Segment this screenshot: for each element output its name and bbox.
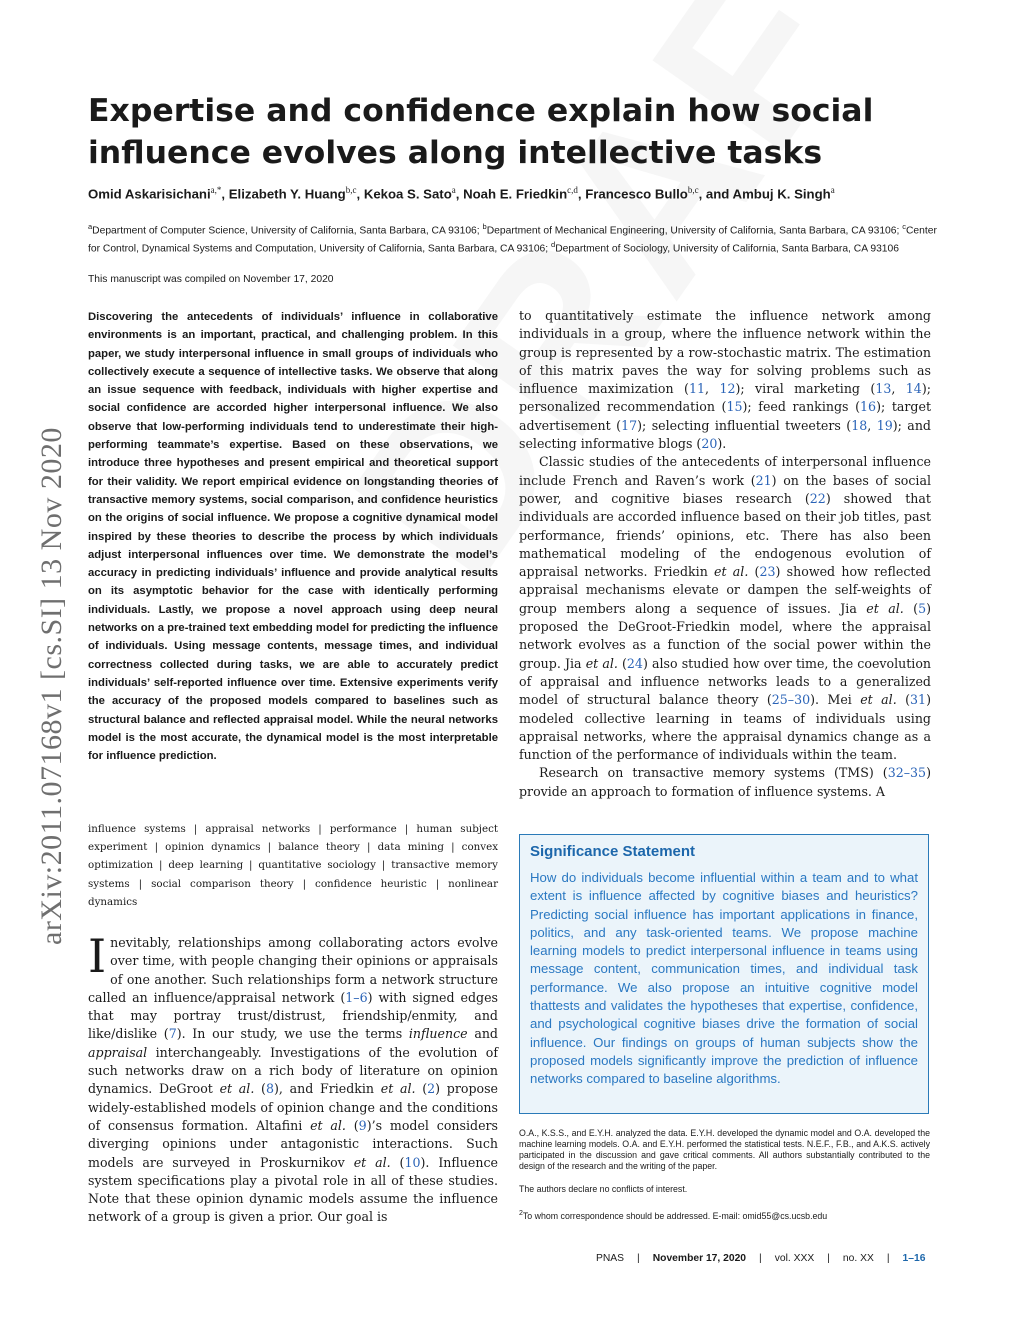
citation-link[interactable]: 21 bbox=[755, 472, 772, 488]
text-run: ); target advertisement ( bbox=[519, 399, 932, 433]
affil-mark: c bbox=[902, 222, 906, 231]
emphasis: et al. bbox=[380, 1081, 416, 1097]
paper-title: Expertise and confidence explain how social influence evolves along intellective tasks bbox=[88, 93, 874, 171]
citation-link[interactable]: 22 bbox=[809, 490, 826, 506]
emphasis: et al. bbox=[866, 600, 904, 616]
affiliation: Center for Control, Dynamical Systems and Computation, University of California, Santa Barbara, CA 93106; bbox=[88, 225, 937, 255]
affiliations bbox=[88, 220, 938, 257]
text-run: ). Influence system specifications play a pivotal role in all of these studies. Note that these opinion dynamic models assume the influence network of a group is given a prior. Our goal is bbox=[88, 1154, 498, 1225]
affil-mark: b bbox=[482, 222, 487, 231]
citation-link[interactable]: 16 bbox=[860, 399, 877, 415]
text-run: Classic studies of the antecedents of interpersonal influence include French and Raven’s work ( bbox=[519, 454, 931, 488]
author-name: Elizabeth Y. Huang bbox=[228, 186, 346, 202]
correspondence-note bbox=[519, 1210, 827, 1221]
publication-date: November 17, 2020 bbox=[652, 1253, 747, 1264]
author-mark: a bbox=[830, 185, 835, 195]
text-run: ( bbox=[896, 692, 911, 708]
author-name: Omid Askarisichani bbox=[88, 186, 211, 202]
text-run: ) showed that individuals are accorded influence based on their job titles, past performance, friends’ opinions, etc. There has also been mathematical modeling of the endogenous evolution of appraisal networks. Friedkin bbox=[519, 490, 931, 580]
author-list: Omid Askarisichani$^{a,*}$, Elizabeth Y. Huang$^{b,c}$, Kekoa S. Sato$^a$, Noah E. Friedkin$^{c,d}$, Francesco Bullo$^{b,c}$, and Ambuj K. Singh$^a$ bbox=[88, 185, 835, 202]
footnote-mark: 2 bbox=[519, 1210, 523, 1217]
citation-link[interactable]: 19 bbox=[876, 417, 893, 433]
text-run: ), and Friedkin bbox=[273, 1081, 381, 1097]
citation-link[interactable]: 11 bbox=[688, 381, 705, 397]
footer-separator: | bbox=[827, 1253, 830, 1264]
author-name: Noah E. Friedkin bbox=[463, 186, 568, 202]
text-run: , bbox=[705, 381, 720, 397]
author-mark: a,* bbox=[210, 185, 222, 195]
text-run: , bbox=[891, 381, 906, 397]
introduction-paragraph bbox=[88, 929, 499, 1227]
author-name: Francesco Bullo bbox=[585, 186, 688, 202]
journal-name: PNAS bbox=[596, 1253, 625, 1264]
text-run: ). Mei bbox=[810, 692, 861, 708]
text-run: ) modeled collective learning in teams of individuals using appraisal networks, where the appraisal dynamics change as a function of the performance of individuals within the team. bbox=[519, 692, 931, 763]
citation-link[interactable]: 14 bbox=[905, 381, 922, 397]
text-run: ( bbox=[617, 655, 627, 671]
citation-link[interactable]: 23 bbox=[759, 564, 776, 580]
author-name: Ambuj K. Singh bbox=[732, 186, 831, 202]
citation-link[interactable]: 10 bbox=[404, 1154, 421, 1170]
abstract: Discovering the antecedents of individuals’ influence in collaborative environments is an important, practical, and challenging problem. In this paper, we study interpersonal influence in small groups of individuals who collectively execute a sequence of intellective tasks. We observe that along an issue sequence with feedback, individuals with higher expertise and social confidence are accorded higher interpersonal influence. We also observe that low-performing individuals tend to underestimate their high-performing teammate’s expertise. Based on these observations, we introduce three hypotheses and present empirical and theoretical support for their validity. We report empirical evidence on longstanding theories of transactive memory systems, social comparison, and confidence heuristics on the origins of social influence. We propose a cognitive dynamical model inspired by these theories to describe the process by which individuals adjust interpersonal influences over time. We demonstrate the model’s accuracy in predicting individuals’ influence and provide analytical results on its asymptotic behavior for the case with identically performing individuals. Lastly, we propose a novel approach using deep neural networks on a pre-trained text embedding model for predicting the influence of individuals. Using message contents, message times, and individual correctness collected during tasks, we are able to accurately predict individuals’ self-reported influence over time. Extensive experiments verify the accuracy of the proposed models compared to baselines such as structural balance and reflected appraisal model. While the neural networks model is the most accurate, the dynamical model is the most interpretable for influence prediction. bbox=[88, 311, 498, 763]
emphasis: influence bbox=[408, 1026, 468, 1042]
text-run: ( bbox=[345, 1117, 359, 1133]
drop-cap: I bbox=[88, 929, 107, 983]
author-mark: b,c bbox=[345, 185, 357, 195]
text-run: ). In our study, we use the terms bbox=[176, 1026, 409, 1042]
arxiv-stamp-text: arXiv:2011.07168v1 [cs.SI] 13 Nov 2020 bbox=[35, 427, 68, 945]
text-run: ) also studied how over time, the coevolution of appraisal and influence networks leads to a generalized model of structural balance theory ( bbox=[519, 655, 932, 708]
issue-number: no. XX bbox=[842, 1253, 874, 1264]
volume: vol. XXX bbox=[774, 1253, 815, 1264]
text-run: ) showed how reflected appraisal mechanisms elevate or dampen the self-weights of group members along a sequence of issues. Jia bbox=[519, 564, 931, 616]
affiliation: Department of Mechanical Engineering, University of California, Santa Barbara, CA 93106; bbox=[486, 225, 900, 237]
citation-link[interactable]: 5 bbox=[918, 600, 927, 616]
keywords: influence systems | appraisal networks | performance | human subject experiment | opinion dynamics | balance theory | data mining | convex optimization | deep learning | quantitative sociology | transactive memory systems | social comparison theory | confidence heuristic | nonlinear dynamics bbox=[88, 823, 498, 908]
citation-link[interactable]: 18 bbox=[851, 417, 868, 433]
significance-title: Significance Statement bbox=[530, 843, 696, 860]
text-run: ( bbox=[748, 564, 760, 580]
text-run: ( bbox=[415, 1081, 428, 1097]
citation-link[interactable]: 8 bbox=[265, 1081, 274, 1097]
correspondence-text: To whom correspondence should be addressed. E-mail: omid55@cs.ucsb.edu bbox=[522, 1210, 828, 1221]
text-run: ); personalized recommendation ( bbox=[519, 381, 931, 415]
emphasis: et al. bbox=[353, 1154, 391, 1170]
citation-link[interactable]: 13 bbox=[875, 381, 892, 397]
text-run: ); viral marketing ( bbox=[735, 381, 876, 397]
text-run: interchangeably. Investigations of the evolution of such networks draw on a rich body of literature on opinion dynamics. DeGroot bbox=[88, 1044, 498, 1097]
text-run: to quantitatively estimate the influence network among individuals in a group, where the influence network within the group is represented by a row-stochastic matrix. The estimation of this matrix paves the way for solving problems such as influence maximization ( bbox=[519, 308, 931, 397]
citation-link[interactable]: 12 bbox=[719, 381, 736, 397]
text-run: )’s model considers diverging opinions under antagonistic interactions. Such models are surveyed in Proskurnikov bbox=[88, 1117, 499, 1170]
emphasis: et al. bbox=[219, 1081, 255, 1097]
emphasis: appraisal bbox=[88, 1044, 148, 1060]
text-run: ); and selecting informative blogs ( bbox=[519, 417, 931, 452]
right-column-text bbox=[519, 307, 931, 801]
body-paragraph bbox=[519, 307, 931, 453]
author-mark: a bbox=[451, 185, 456, 195]
page-range: 1–16 bbox=[902, 1253, 926, 1264]
emphasis: et al. bbox=[714, 564, 749, 580]
citation-link[interactable]: 2 bbox=[427, 1081, 436, 1097]
conflict-statement: The authors declare no conflicts of interest. bbox=[519, 1184, 688, 1194]
citation-link[interactable]: 15 bbox=[726, 399, 743, 415]
affil-mark: a bbox=[88, 222, 93, 231]
text-run: ( bbox=[254, 1081, 266, 1097]
body-paragraph bbox=[519, 453, 931, 764]
citation-link[interactable]: 32–35 bbox=[887, 765, 927, 781]
text-run: and bbox=[467, 1026, 498, 1042]
text-run: ) proposed the DeGroot-Friedkin model, where the appraisal network evolves as a function of the social power within the group. Jia bbox=[519, 600, 931, 671]
text-run: ); selecting influential tweeters ( bbox=[637, 417, 852, 433]
citation-link[interactable]: 7 bbox=[168, 1026, 177, 1042]
citation-link[interactable]: 9 bbox=[358, 1117, 367, 1133]
citation-link[interactable]: 1–6 bbox=[345, 989, 368, 1005]
significance-body: How do individuals become influential within a team and to what extent is influence affected by cognitive biases and heuristics? Predicting social influence has important applications in finance, politics, and any task-oriented teams. We propose machine learning models to predict interpersonal influence in teams using message content, communication times, and individual task performance. We also propose an intuitive cognitive model thattests and validates the hypotheses that expertise, confidence, and psychological cognitive biases drive the formation of social influence. Our findings on groups of human subjects show the proposed models significantly improve the prediction of influence networks compared to baseline algorithms. bbox=[530, 870, 918, 1087]
emphasis: et al. bbox=[310, 1117, 346, 1133]
affiliation: Department of Computer Science, University of California, Santa Barbara, CA 93106; bbox=[92, 225, 480, 237]
arxiv-stamp bbox=[32, 365, 72, 945]
footer-separator: | bbox=[637, 1253, 640, 1264]
page-footer bbox=[596, 1253, 925, 1264]
author-name: Kekoa S. Sato bbox=[363, 186, 452, 202]
text-run: ) with signed edges that may portray trust/distrust, friendship/enmity, and like/dislike ( bbox=[88, 989, 499, 1042]
emphasis: et al. bbox=[585, 655, 618, 671]
affil-mark: d bbox=[551, 240, 556, 250]
text-run: ) provide an approach to formation of influence systems. A bbox=[519, 765, 931, 799]
citation-link[interactable]: 17 bbox=[621, 417, 638, 433]
author-mark: b,c bbox=[687, 185, 699, 195]
significance-statement-box bbox=[519, 834, 929, 1114]
citation-link[interactable]: 24 bbox=[626, 655, 643, 671]
text-run: ); feed rankings ( bbox=[742, 399, 861, 415]
text-run: ) propose widely-established models of opinion change and the conditions of consensus formation. Altafini bbox=[88, 1081, 499, 1133]
text-run: Research on transactive memory systems (TMS) ( bbox=[539, 765, 888, 781]
emphasis: et al. bbox=[860, 692, 897, 708]
text-run: , bbox=[867, 417, 877, 433]
text-run: ( bbox=[390, 1154, 405, 1170]
affiliation: Department of Sociology, University of California, Santa Barbara, CA 93106 bbox=[555, 243, 899, 255]
citation-link[interactable]: 20 bbox=[701, 436, 718, 452]
author-mark: c,d bbox=[567, 185, 578, 195]
text-run: ) on the bases of social power, and cognitive biases research ( bbox=[519, 472, 931, 506]
author-contributions: O.A., K.S.S., and E.Y.H. analyzed the data. E.Y.H. developed the dynamic model and O.A. developed the machine learning models. O.A. and E.Y.H. performed the statistical tests. N.E.F., F.B., and A.K.S. actively participated in the discussion and gave critical comments. All authors substantially contributed to the design of the research and the writing of the paper. bbox=[519, 1128, 930, 1171]
text-run: nevitably, relationships among collaborating actors evolve over time, with people changing their opinions or appraisals of one another. Such relationships form a network structure called an influence/appraisal network ( bbox=[88, 935, 498, 1005]
text-run: ( bbox=[903, 600, 919, 616]
citation-link[interactable]: 31 bbox=[910, 692, 927, 708]
citation-link[interactable]: 25–30 bbox=[771, 692, 811, 708]
text-run: ). bbox=[717, 436, 727, 452]
footer-separator: | bbox=[759, 1253, 762, 1264]
compiled-note: This manuscript was compiled on November 17, 2020 bbox=[88, 274, 334, 285]
footer-separator: | bbox=[886, 1253, 890, 1264]
body-paragraph bbox=[519, 764, 931, 801]
